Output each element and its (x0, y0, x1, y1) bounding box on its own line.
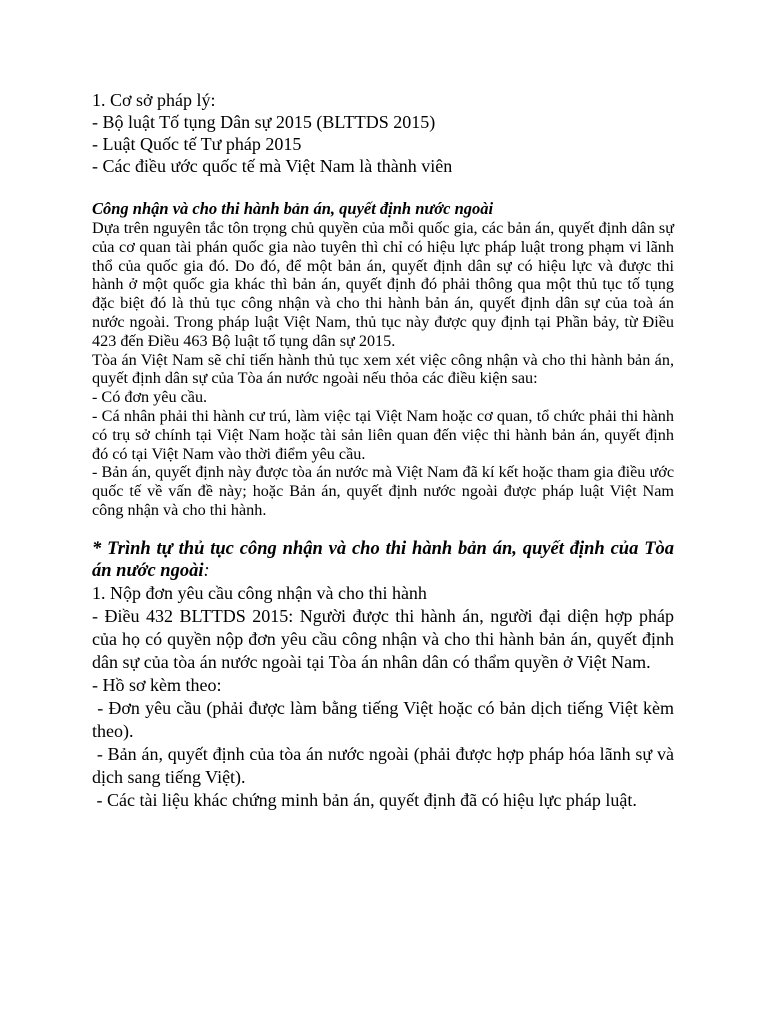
recognition-condition: - Bản án, quyết định này được tòa án nước mà Việt Nam đã kí kết hoặc tham gia điều ước quốc tế về vấn đề này; hoặc Bản án, quyết định nước ngoài được pháp luật Việt Nam công nhận và cho thi hành. (92, 463, 674, 519)
recognition-heading: Công nhận và cho thi hành bản án, quyết định nước ngoài (92, 199, 494, 218)
recognition-condition: - Cá nhân phải thi hành cư trú, làm việc tại Việt Nam hoặc cơ quan, tổ chức phải thi hành có trụ sở chính tại Việt Nam hoặc tài sản liên quan đến việc thi hành bản án, quyết định đó có tại Việt Nam vào thời điểm yêu cầu. (92, 406, 674, 463)
procedure-paragraph: - Hồ sơ kèm theo: (92, 674, 222, 695)
recognition-paragraph: Tòa án Việt Nam sẽ chỉ tiến hành thủ tục xem xét việc công nhận và cho thi hành bản án, quyết định dân sự của Tòa án nước ngoài nếu thỏa các điều kiện sau: (92, 350, 674, 388)
procedure-heading (92, 538, 674, 582)
procedure-heading-text: * Trình tự thủ tục công nhận và cho thi hành bản án, quyết định của Tòa án nước ngoài (92, 538, 674, 581)
legal-basis-item: - Bộ luật Tố tụng Dân sự 2015 (BLTTDS 2015) (92, 112, 436, 132)
procedure-document-item: - Đơn yêu cầu (phải được làm bằng tiếng Việt hoặc có bản dịch tiếng Việt kèm theo). (92, 697, 679, 741)
procedure-document-item: - Các tài liệu khác chứng minh bản án, quyết định đã có hiệu lực pháp luật. (92, 789, 637, 810)
legal-basis-item: - Các điều ước quốc tế mà Việt Nam là thành viên (92, 156, 453, 176)
procedure-step-title: 1. Nộp đơn yêu cầu công nhận và cho thi hành (92, 582, 427, 603)
legal-basis-title: 1. Cơ sở pháp lý: (92, 90, 216, 110)
recognition-section (92, 199, 674, 520)
recognition-paragraph: Dựa trên nguyên tắc tôn trọng chủ quyền của mỗi quốc gia, các bản án, quyết định dân sự của cơ quan tài phán quốc gia nào tuyên thì chỉ có hiệu lực pháp luật trong phạm vi lãnh thổ của quốc gia đó. Do đó, để một bản án, quyết định dân sự có hiệu lực và được thi hành ở một quốc gia khác thì bản án, quyết định đó phải thông qua một thủ tục tố tụng đặc biệt đó là thủ tục công nhận và cho thi hành bản án, quyết định dân sự của toà án nước ngoài. Trong pháp luật Việt Nam, thủ tục này được quy định tại Phần bảy, từ Điều 423 đến Điều 463 Bộ luật tố tụng dân sự 2015. (92, 219, 674, 350)
procedure-section (92, 538, 679, 812)
procedure-paragraph: - Điều 432 BLTTDS 2015: Người được thi hành án, người đại diện hợp pháp của họ có quyền nộp đơn yêu cầu công nhận và cho thi hành bản án, quyết định dân sự của tòa án nước ngoài tại Tòa án nhân dân có thẩm quyền ở Việt Nam. (92, 605, 674, 672)
legal-basis-section (92, 89, 674, 177)
legal-basis-item: - Luật Quốc tế Tư pháp 2015 (92, 134, 302, 154)
procedure-heading-suffix: : (203, 560, 210, 581)
recognition-condition: - Có đơn yêu cầu. (92, 388, 208, 407)
procedure-document-item: - Bản án, quyết định của tòa án nước ngoài (phải được hợp pháp hóa lãnh sự và dịch sang tiếng Việt). (92, 743, 679, 787)
document-page (92, 89, 679, 812)
